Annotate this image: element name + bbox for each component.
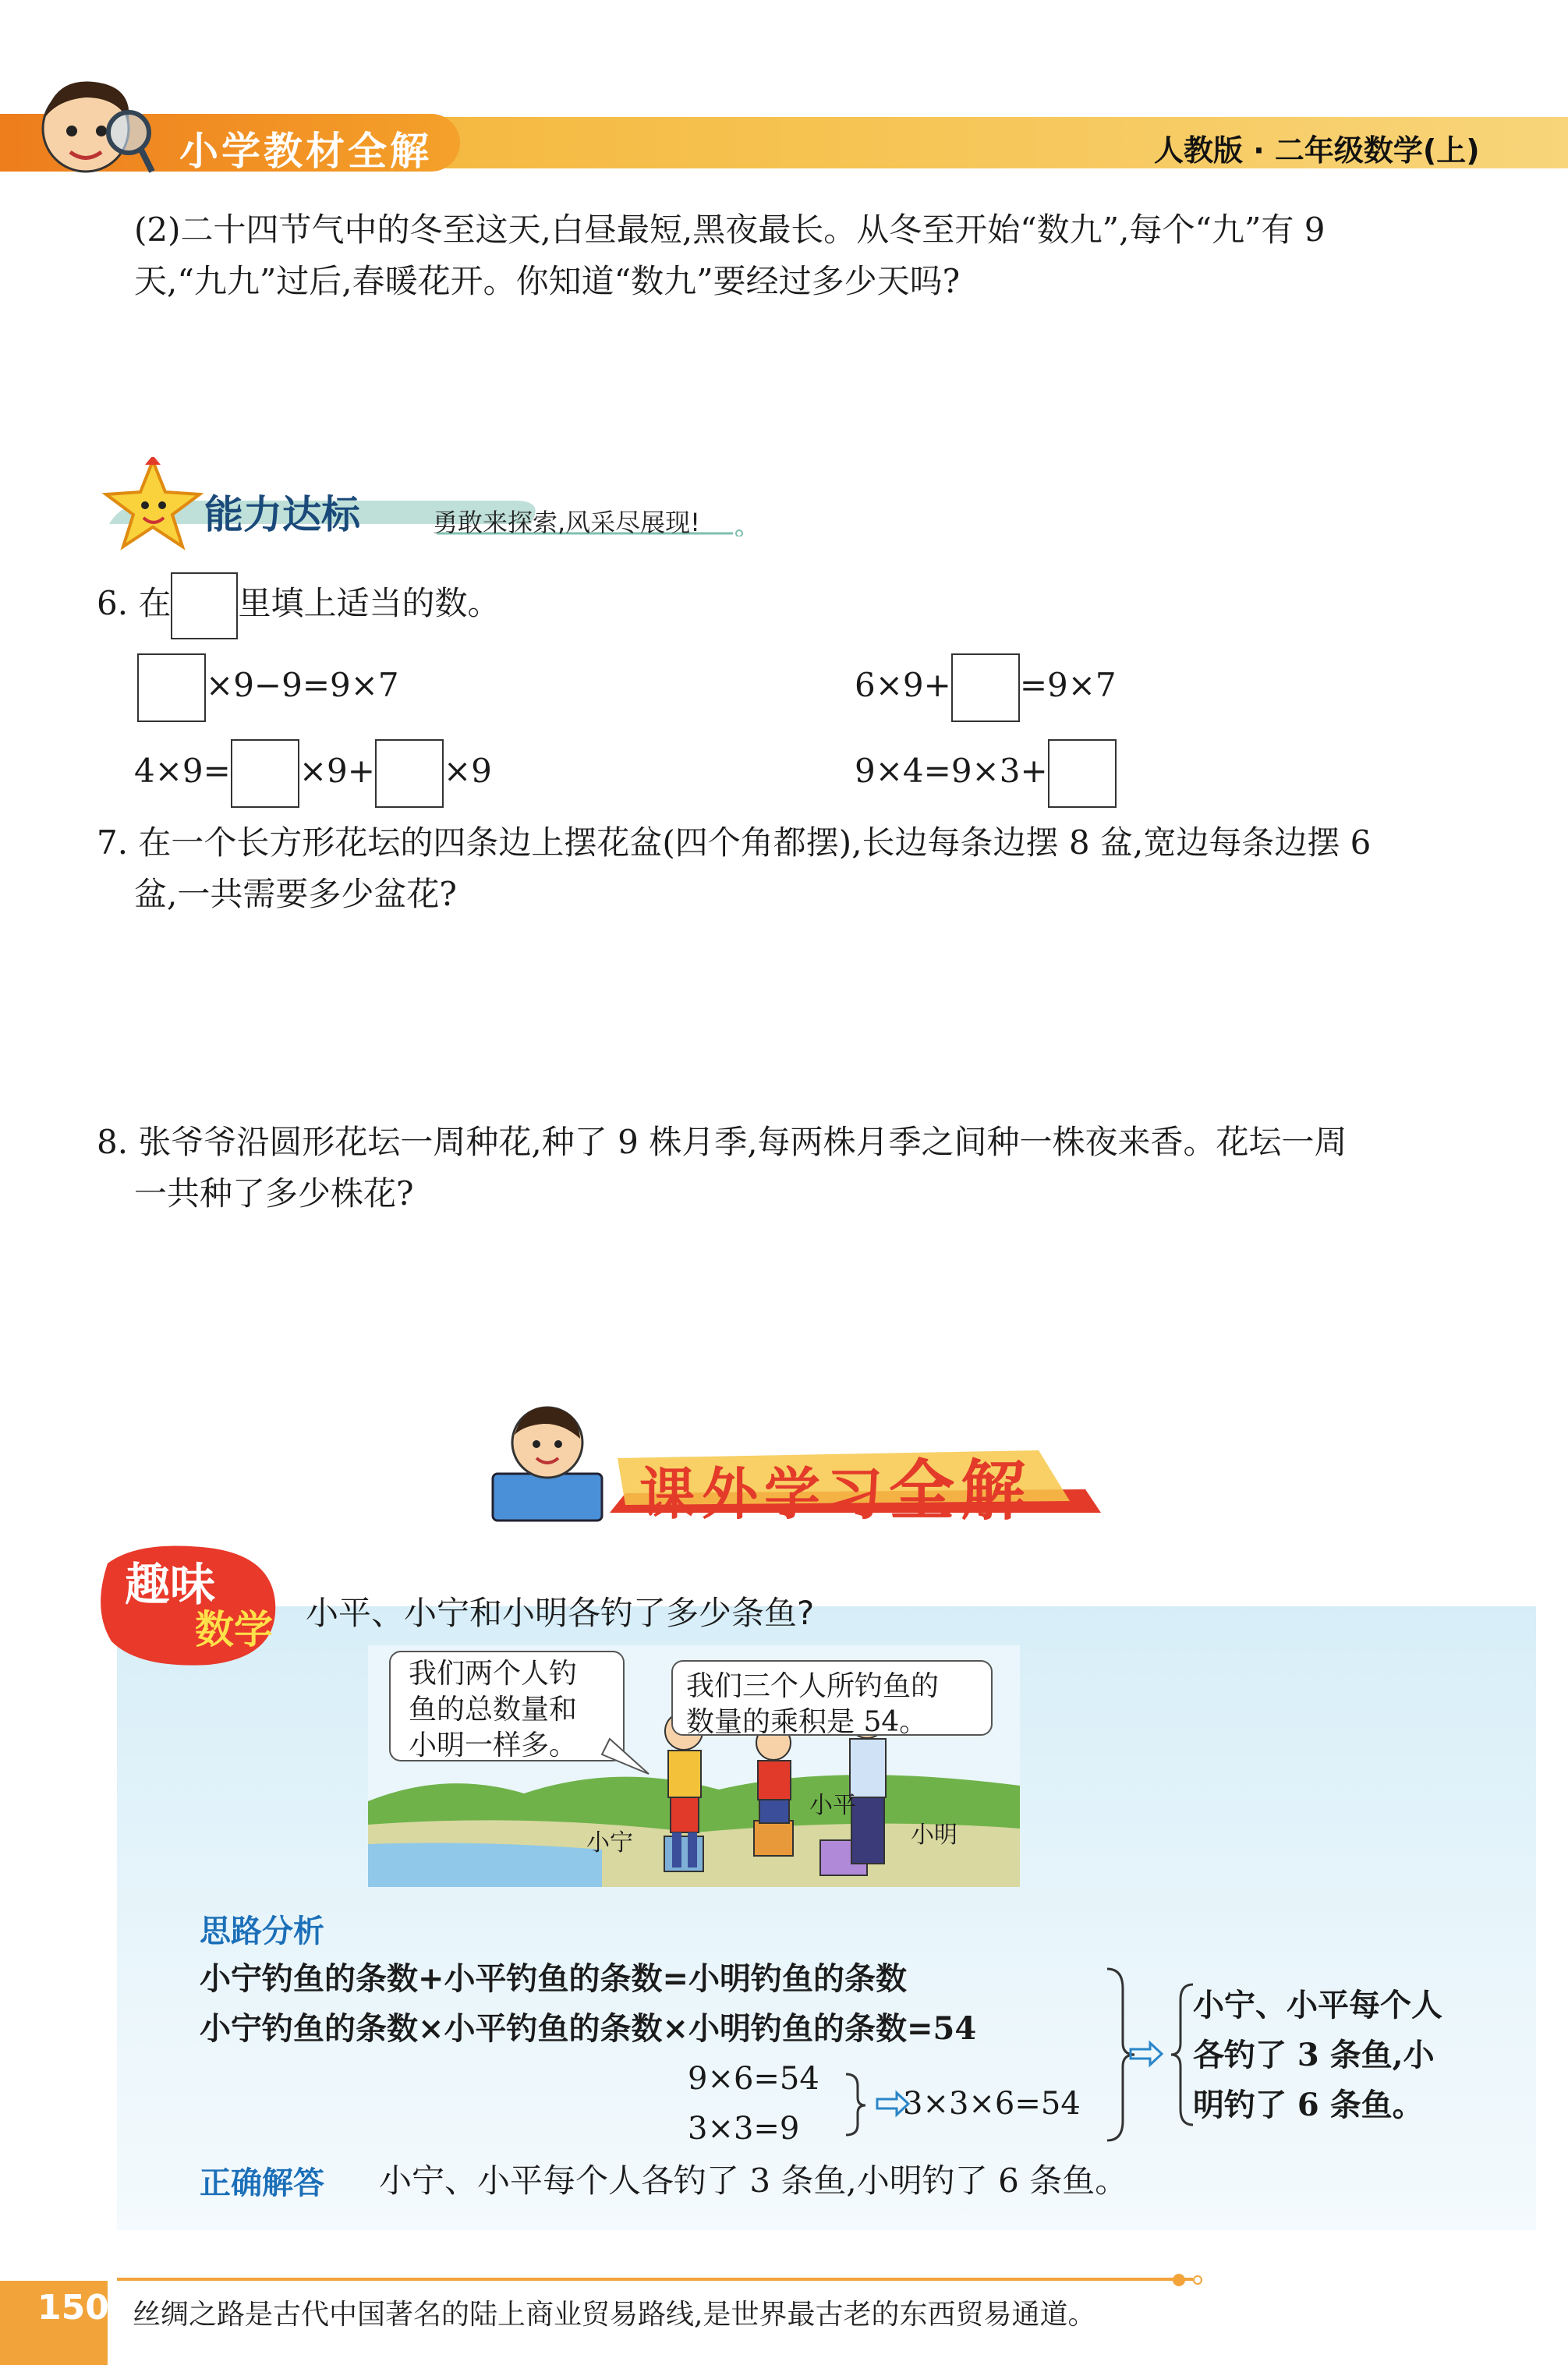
question-6-prefix: 6. 在 [97,584,172,622]
equation-1 [137,653,399,722]
footer-note: 丝绸之路是古代中国著名的陆上商业贸易路线,是世界最古老的东西贸易通道。 [133,2299,1096,2331]
bubble-left-line2: 鱼的总数量和 [409,1694,578,1726]
bubble-left-line3: 小明一样多。 [409,1729,578,1761]
speech-bubble-right [686,1669,939,1740]
question-6 [97,572,500,639]
answer-box-example [171,572,238,639]
header-brand: 小学教材全解 [179,129,432,174]
analysis-line1: 小宁钓鱼的条数+小平钓鱼的条数=小明钓鱼的条数 [200,1960,908,1997]
question-7-line1: 7. 在一个长方形花坛的四条边上摆花盆(四个角都摆),长边每条边摆 8 盆,宽边每条边摆 6 [97,823,1372,862]
label-xiaoning: 小宁 [586,1829,633,1857]
equation-3 [134,739,492,808]
footer-dots [1170,2271,1216,2289]
answer-box-3[interactable] [231,739,299,808]
question-8-line1: 8. 张爷爷沿圆形花坛一周种花,种了 9 株月季,每两株月季之间种一株夜来香。花坛一周 [97,1123,1347,1161]
label-xiaoming: 小明 [911,1822,957,1849]
question-7-line2: 盆,一共需要多少盆花? [134,875,457,913]
header-edition: 人教版 · 二年级数学(上) [1154,133,1480,168]
section-subtitle-ability: 勇敢来探索,风采尽展现! [433,508,701,537]
equation-3-left: 4×9= [134,752,231,790]
bubble-right-line2: 数量的乘积是 54。 [686,1706,928,1738]
analysis-heading: 思路分析 [200,1914,324,1949]
answer-box-5[interactable] [1048,739,1117,808]
equation-1-text: ×9−9=9×7 [206,666,399,704]
question-5-2-line2: 天,“九九”过后,春暖花开。你知道“数九”要经过多少天吗? [134,262,961,300]
analysis-line2: 小宁钓鱼的条数×小平钓鱼的条数×小明钓鱼的条数=54 [200,2010,977,2047]
answer-text: 小宁、小平每个人各钓了 3 条鱼,小明钓了 6 条鱼。 [379,2161,1128,2200]
question-6-suffix: 里填上适当的数。 [238,584,501,622]
question-8-line2: 一共种了多少株花? [134,1174,414,1213]
equation-4 [855,739,1117,808]
conclusion-line2: 各钓了 3 条鱼,小 [1193,2037,1435,2073]
calc-line1: 9×6=54 [688,2061,819,2097]
answer-heading: 正确解答 [200,2165,324,2201]
fun-badge-bottom: 数学 [195,1607,273,1652]
equation-4-left: 9×4=9×3+ [855,752,1048,790]
conclusion-line3: 明钓了 6 条鱼。 [1193,2087,1424,2123]
equation-2-right: =9×7 [1019,666,1117,704]
extra-title-part-b: 全解 [889,1452,1033,1529]
conclusion-block [1193,1981,1442,2130]
conclusion-line1: 小宁、小平每个人 [1193,1987,1442,2023]
bubble-left-line1: 我们两个人钓 [409,1658,578,1690]
answer-box-1[interactable] [137,653,206,722]
equation-2-left: 6×9+ [855,666,951,704]
bubble-right-line1: 我们三个人所钓鱼的 [686,1670,940,1702]
equation-3-mid: ×9+ [299,752,375,790]
footer-divider [117,2278,1193,2281]
label-xiaoping: 小平 [809,1792,856,1819]
extra-title-part-a: 课外学习 [639,1460,890,1527]
calc-result: 3×3×6=54 [903,2086,1081,2122]
boy-mascot-icon [23,55,156,187]
calc-line2: 3×3=9 [688,2111,800,2147]
star-mascot-icon [98,457,207,551]
question-5-2-line1: (2)二十四节气中的冬至这天,白昼最短,黑夜最长。从冬至开始“数九”,每个“九”有 9 [134,211,1326,249]
fun-question: 小平、小宁和小明各钓了多少条鱼? [306,1594,815,1632]
section-title-ability: 能力达标 [204,492,360,537]
fun-badge-top: 趣味 [125,1558,216,1611]
page-number: 150 [37,2288,109,2328]
equation-3-right: ×9 [443,752,492,790]
equation-2 [855,653,1117,722]
answer-box-4[interactable] [375,739,444,808]
answer-box-2[interactable] [951,653,1020,722]
speech-bubble-left [409,1656,577,1764]
extra-learning-title [639,1439,1032,1533]
